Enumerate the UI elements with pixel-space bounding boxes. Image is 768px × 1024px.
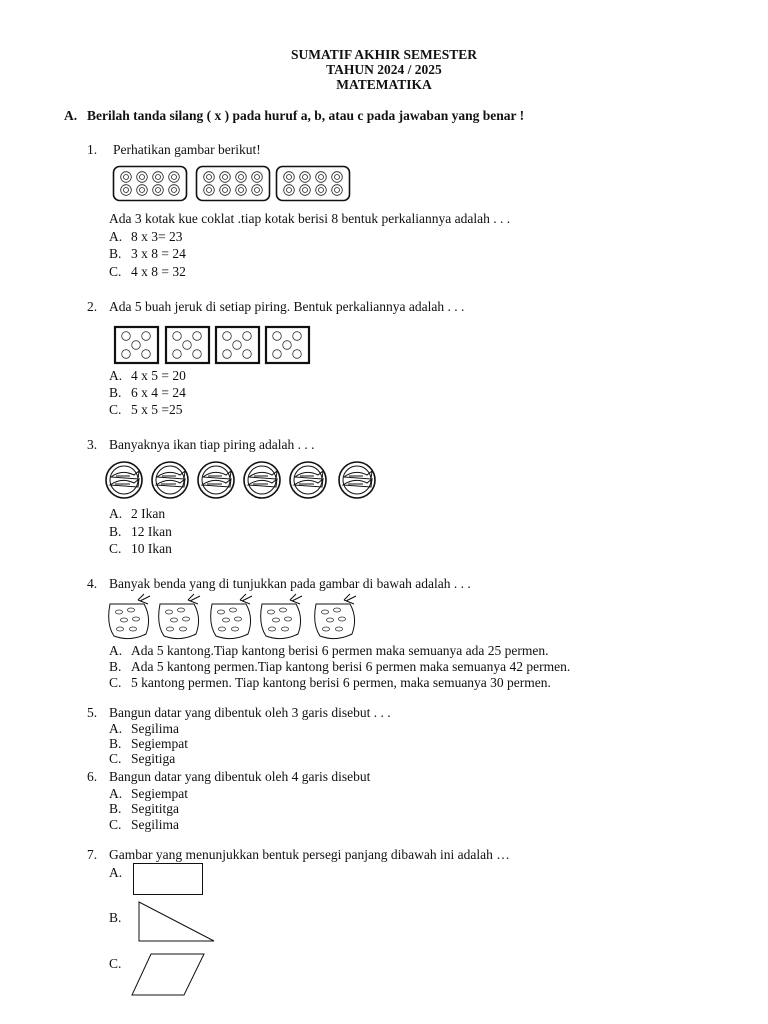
question-4-option-a[interactable]: A. Ada 5 kantong.Tiap kantong berisi 6 permen maka semuanya ada 25 permen. <box>109 643 549 658</box>
question-5-option-c[interactable]: C. Segitiga <box>109 751 176 766</box>
rectangle-shape[interactable] <box>133 863 205 897</box>
question-1-subtext: Ada 3 kotak kue coklat .tiap kotak berisi 8 bentuk perkaliannya adalah . . . <box>109 211 511 226</box>
right-triangle-shape[interactable] <box>138 901 218 943</box>
question-7-option-a[interactable]: A. <box>109 865 123 880</box>
section-label: A. <box>64 108 78 123</box>
question-1-option-a[interactable]: A. 8 x 3= 23 <box>109 229 183 244</box>
question-4-number: 4. <box>87 576 98 591</box>
question-6-option-c[interactable]: C. Segilima <box>109 817 179 832</box>
title-line-1: SUMATIF AKHIR SEMESTER <box>290 47 478 62</box>
question-6-option-a[interactable]: A. Segiempat <box>109 786 188 801</box>
question-2-number: 2. <box>87 299 98 314</box>
question-1-number: 1. <box>87 142 98 157</box>
question-1-option-c[interactable]: C. 4 x 8 = 32 <box>109 264 186 279</box>
question-1-option-b[interactable]: B. 3 x 8 = 24 <box>109 246 186 261</box>
question-2-option-b[interactable]: B. 6 x 4 = 24 <box>109 385 186 400</box>
question-5-text: Bangun datar yang dibentuk oleh 3 garis disebut . . . <box>109 705 391 720</box>
question-7-option-b[interactable]: B. <box>109 910 122 925</box>
fish-plates-illustration <box>104 462 389 502</box>
question-3-option-b[interactable]: B. 12 Ikan <box>109 524 172 539</box>
question-3-text: Banyaknya ikan tiap piring adalah . . . <box>109 437 315 452</box>
question-3-option-a[interactable]: A. 2 Ikan <box>109 506 166 521</box>
question-7-option-c[interactable]: C. <box>109 956 122 971</box>
question-6-number: 6. <box>87 769 98 784</box>
question-1-text: Perhatikan gambar berikut! <box>113 142 261 157</box>
question-3-option-c[interactable]: C. 10 Ikan <box>109 541 172 556</box>
question-2-text: Ada 5 buah jeruk di setiap piring. Bentuk perkaliannya adalah . . . <box>109 299 465 314</box>
question-2-option-c[interactable]: C. 5 x 5 =25 <box>109 402 183 417</box>
question-5-option-b[interactable]: B. Segiempat <box>109 736 188 751</box>
title-line-2: TAHUN 2024 / 2025 <box>326 62 442 77</box>
question-5-option-a[interactable]: A. Segilima <box>109 721 179 736</box>
question-2-option-a[interactable]: A. 4 x 5 = 20 <box>109 368 186 383</box>
question-4-option-c[interactable]: C. 5 kantong permen. Tiap kantong berisi 6 permen, maka semuanya 30 permen. <box>109 675 551 690</box>
question-6-text: Bangun datar yang dibentuk oleh 4 garis disebut <box>109 769 371 784</box>
question-4-option-b[interactable]: B. Ada 5 kantong permen.Tiap kantong berisi 6 permen maka semuanya 42 permen. <box>109 659 571 674</box>
question-5-number: 5. <box>87 705 98 720</box>
cake-boxes-illustration <box>113 166 353 202</box>
parallelogram-shape[interactable] <box>131 953 207 997</box>
candy-bags-illustration <box>104 592 369 644</box>
question-7-number: 7. <box>87 847 98 862</box>
title-line-3: MATEMATIKA <box>336 77 432 92</box>
question-4-text: Banyak benda yang di tunjukkan pada gambar di bawah adalah . . . <box>109 576 471 591</box>
section-instruction: Berilah tanda silang ( x ) pada huruf a, b, atau c pada jawaban yang benar ! <box>87 108 525 123</box>
question-7-text: Gambar yang menunjukkan bentuk persegi panjang dibawah ini adalah … <box>109 847 510 862</box>
question-3-number: 3. <box>87 437 98 452</box>
question-6-option-b[interactable]: B. Segititga <box>109 801 179 816</box>
orange-plates-illustration <box>114 326 314 366</box>
